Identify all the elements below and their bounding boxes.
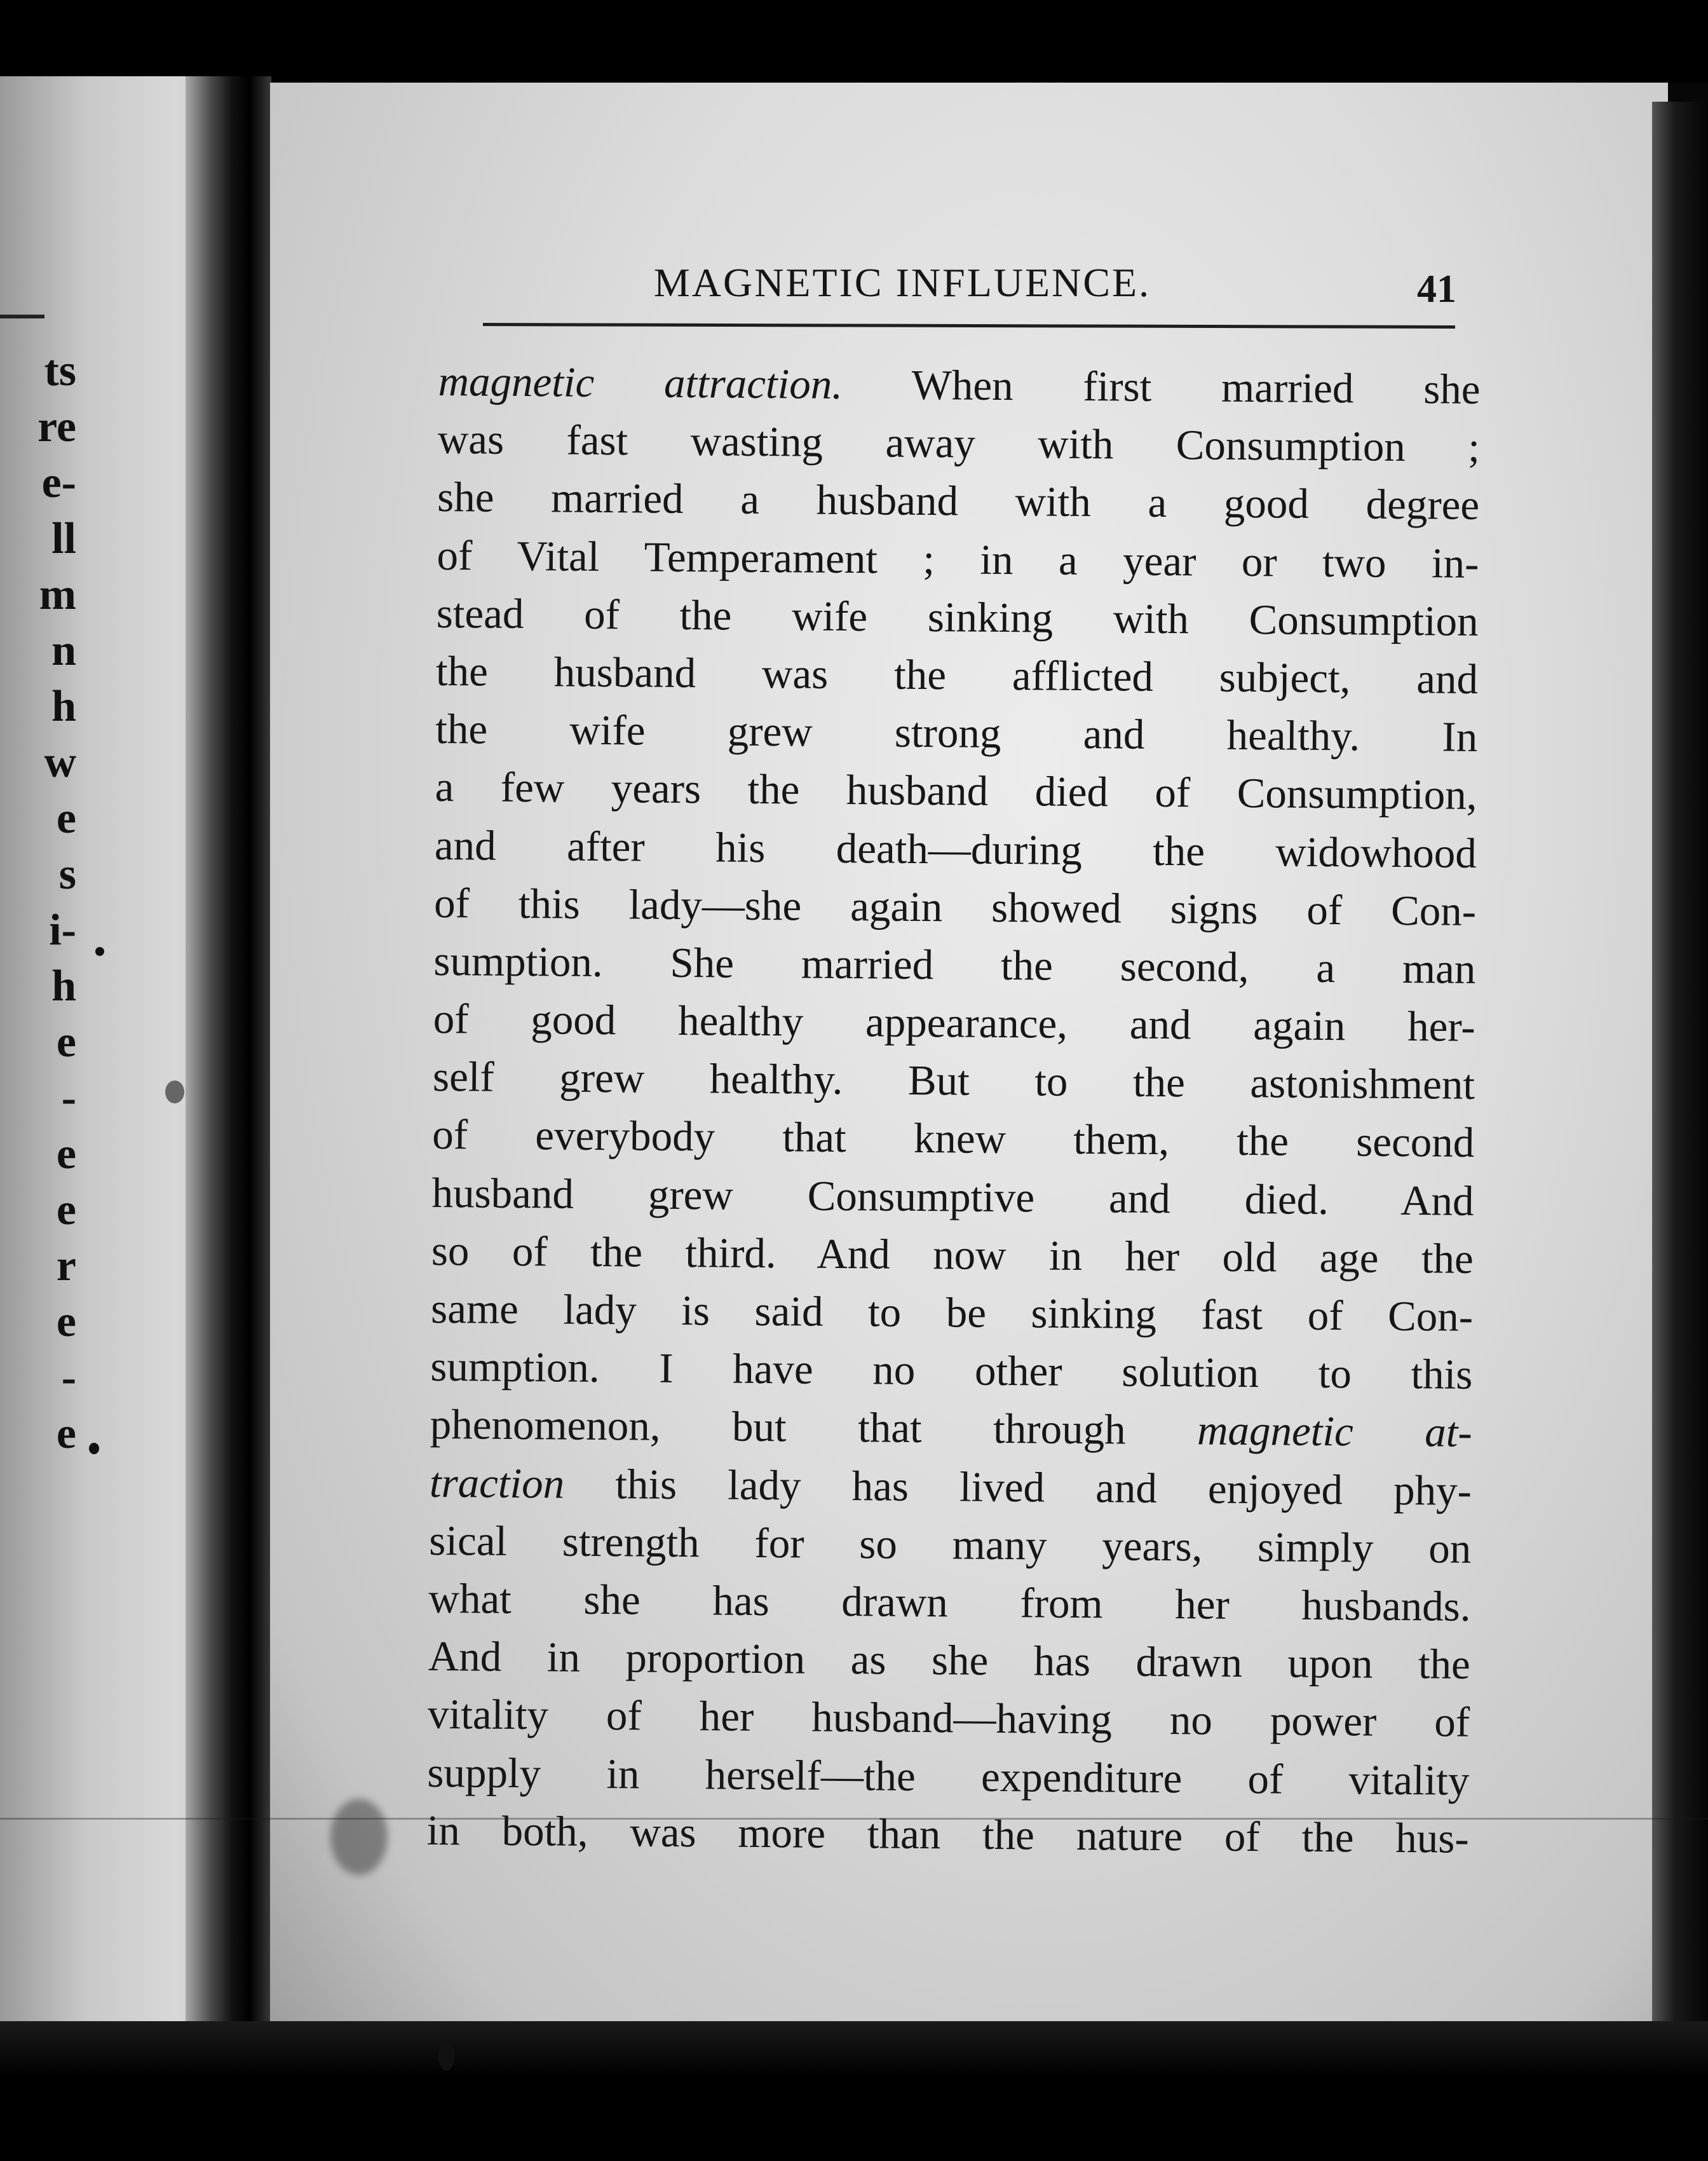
text-line: And in proportion as she has drawn upon the	[428, 1633, 1471, 1688]
text-line: she married a husband with a good degree	[437, 474, 1480, 529]
left-fragment: e	[56, 794, 76, 843]
scan-top-border	[0, 0, 1708, 83]
text-line: what she has drawn from her husbands.	[428, 1574, 1471, 1630]
left-fragment: n	[51, 626, 76, 675]
text-line	[438, 353, 1481, 419]
text-line: a few years the husband died of Consumption,	[435, 763, 1477, 819]
italic-phrase: traction	[429, 1459, 565, 1508]
text-line: of good healthy appearance, and again her-	[433, 995, 1476, 1051]
ink-speck	[95, 947, 104, 956]
text-line: husband grew Consumptive and died. And	[431, 1169, 1474, 1225]
text-line: sumption. I have no other solution to this	[430, 1343, 1473, 1399]
left-fragment: r	[56, 1241, 76, 1290]
text-line: stead of the wife sinking with Consumption	[436, 589, 1479, 645]
left-fragment: e	[56, 1129, 76, 1178]
text-line: same lady is said to be sinking fast of Con-	[430, 1285, 1474, 1340]
text-line: supply in herself—the expenditure of vitality	[427, 1749, 1470, 1804]
text-line: the wife grew strong and healthy. In	[435, 706, 1478, 761]
text-line: and after his death—during the widowhood	[434, 821, 1477, 877]
text-line: in both, was more than the nature of the hus-	[426, 1806, 1469, 1862]
left-fragment: ts	[44, 346, 76, 395]
book-gutter	[186, 76, 271, 2034]
left-fragment: e-	[41, 458, 76, 507]
left-fragment: -	[61, 1074, 76, 1122]
left-fragment: -	[61, 1353, 76, 1402]
text-line: sical strength for so many years, simply on	[429, 1517, 1472, 1572]
body-text	[426, 353, 1481, 1868]
left-fragment: h	[51, 962, 76, 1011]
text-line: of this lady—she again showed signs of Con-	[433, 879, 1477, 935]
ink-blot	[330, 1799, 388, 1875]
left-fragment: h	[51, 682, 76, 731]
left-fragment: e	[56, 1297, 76, 1346]
left-page-rule	[0, 315, 44, 318]
text-run: When first married she	[842, 360, 1481, 413]
scan-bottom-border	[0, 2021, 1708, 2161]
left-fragment: re	[37, 402, 76, 451]
text-line: sumption. She married the second, a man	[433, 937, 1476, 993]
left-fragment: w	[44, 738, 76, 787]
text-line	[430, 1396, 1472, 1462]
left-fragment: i-	[49, 906, 76, 955]
text-line	[430, 1454, 1472, 1520]
running-head: MAGNETIC INFLUENCE.	[653, 260, 1151, 305]
text-line: self grew healthy. But to the astonishment	[432, 1053, 1475, 1109]
left-fragment: ll	[51, 514, 76, 563]
left-fragment: e	[56, 1409, 76, 1458]
left-fragment: m	[39, 570, 76, 619]
text-line: of everybody that knew them, the second	[432, 1111, 1475, 1167]
text-line: so of the third. And now in her old age the	[431, 1227, 1474, 1283]
text-line: vitality of her husband—having no power of	[427, 1691, 1470, 1747]
ink-speck	[438, 2040, 455, 2071]
italic-phrase: magnetic attraction.	[438, 357, 843, 408]
text-run: this lady has lived and enjoyed phy-	[564, 1460, 1472, 1515]
text-run: phenomenon, but that through	[430, 1401, 1198, 1454]
page-edge	[1652, 102, 1708, 2161]
left-fragment: s	[58, 850, 76, 899]
italic-phrase: magnetic at-	[1196, 1407, 1472, 1457]
left-page-text-fragments	[0, 343, 76, 1462]
left-fragment: e	[56, 1185, 76, 1234]
ink-speck	[165, 1080, 184, 1103]
text-line: of Vital Temperament ; in a year or two in-	[437, 531, 1479, 587]
text-line: the husband was the afflicted subject, and	[435, 647, 1479, 703]
text-line: was fast wasting away with Consumption ;	[437, 416, 1481, 472]
scan-line-artifact	[0, 1818, 1708, 1820]
page-number: 41	[1417, 268, 1456, 311]
left-fragment: e	[56, 1018, 76, 1067]
ink-speck	[89, 1443, 99, 1454]
